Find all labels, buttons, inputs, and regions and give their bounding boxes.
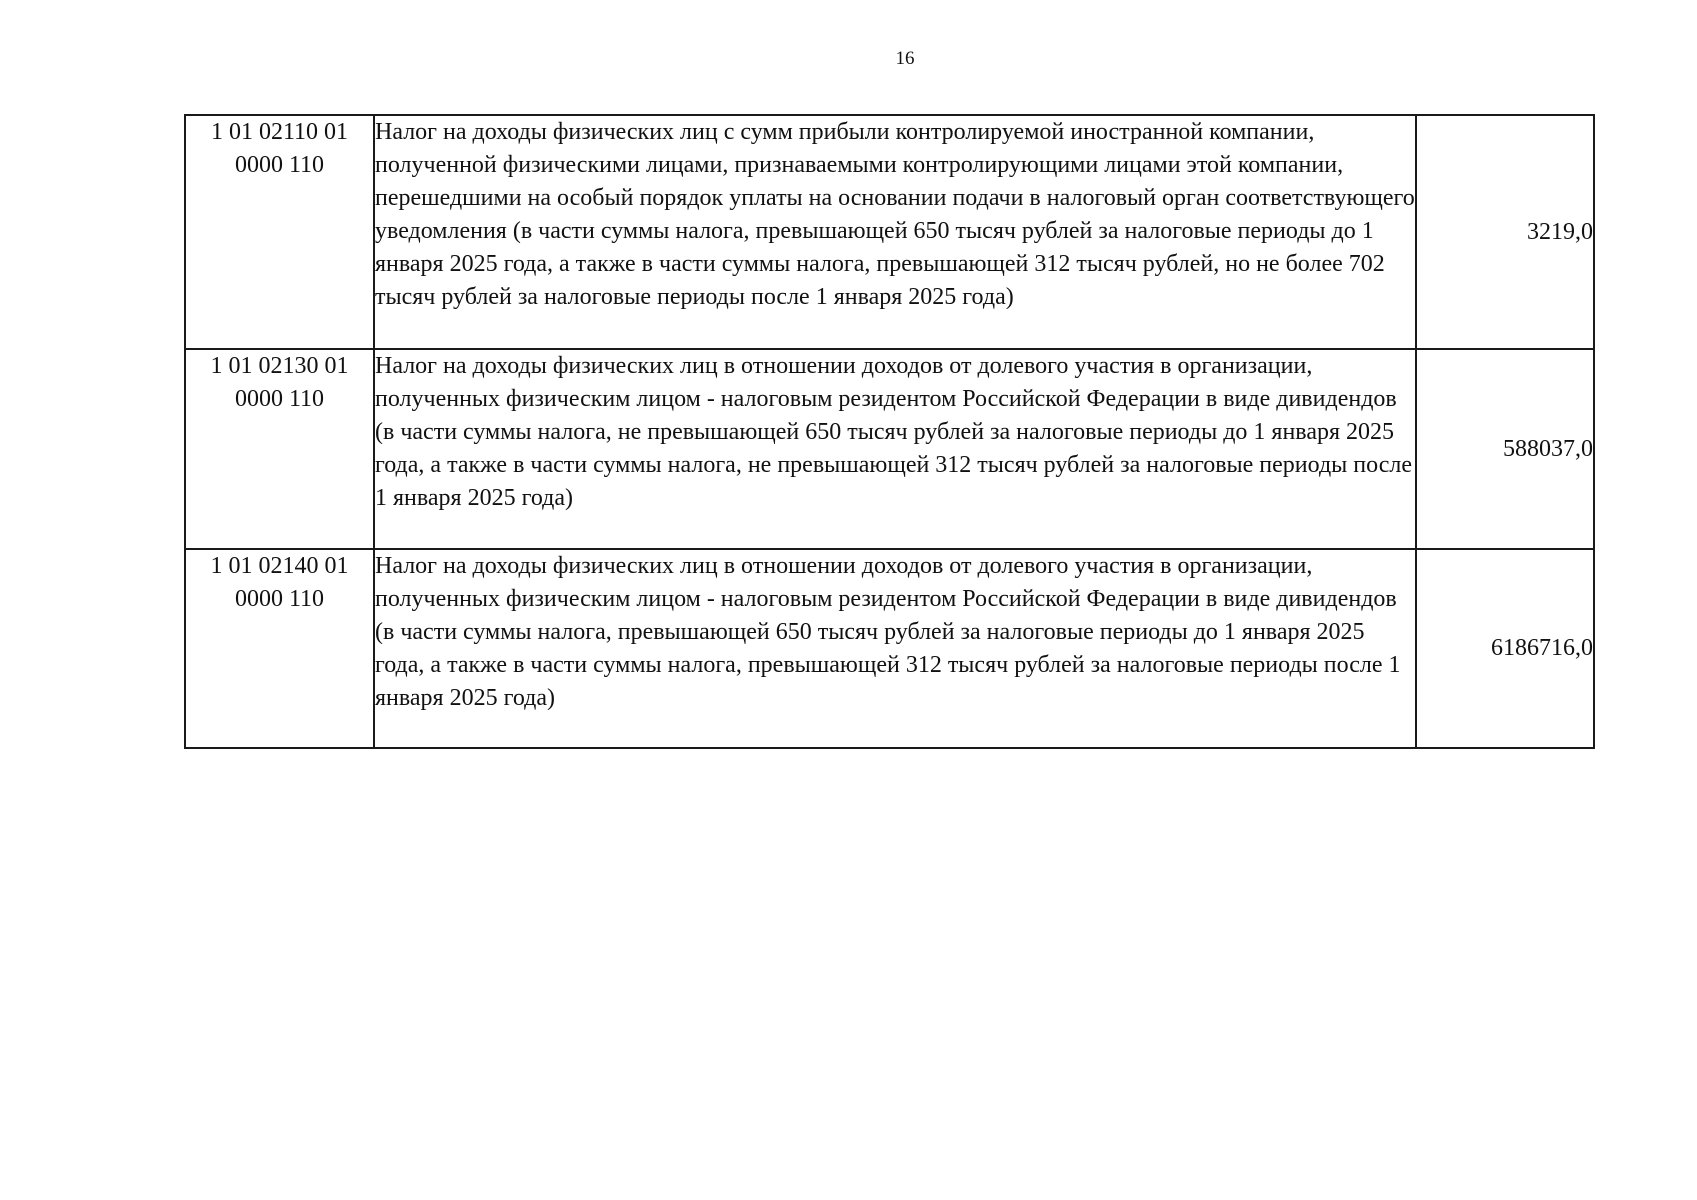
page-number: 16 [895,48,915,69]
amount-value: 6186716,0 [1416,549,1594,748]
income-description: Налог на доходы физических лиц в отношении доходов от долевого участия в организации, полученных физическим лицом - налоговым резидентом Российской Федерации в виде дивидендов (в части суммы налога, превышающей 650 тысяч рублей за налоговые периоды до 1 января 2025 года, а также в части суммы налога, превышающей 312 тысяч рублей за налоговые периоды после 1 января 2025 года) [374,549,1416,748]
budget-table [184,114,1595,749]
amount-value: 3219,0 [1416,115,1594,349]
classification-code: 1 01 02130 01 0000 110 [185,349,374,549]
classification-code: 1 01 02110 01 0000 110 [185,115,374,349]
income-description: Налог на доходы физических лиц в отношении доходов от долевого участия в организации, полученных физическим лицом - налоговым резидентом Российской Федерации в виде дивидендов (в части суммы налога, не превышающей 650 тысяч рублей за налоговые периоды до 1 января 2025 года, а также в части суммы налога, не превышающей 312 тысяч рублей за налоговые периоды после 1 января 2025 года) [374,349,1416,549]
classification-code: 1 01 02140 01 0000 110 [185,549,374,748]
table-row [185,349,1594,549]
table-row [185,115,1594,349]
amount-value: 588037,0 [1416,349,1594,549]
income-description: Налог на доходы физических лиц с сумм прибыли контролируемой иностранной компании, полученной физическими лицами, признаваемыми контролирующими лицами этой компании, перешедшими на особый порядок уплаты на основании подачи в налоговый орган соответствующего уведомления (в части суммы налога, превышающей 650 тысяч рублей за налоговые периоды до 1 января 2025 года, а также в части суммы налога, превышающей 312 тысяч рублей, но не более 702 тысяч рублей за налоговые периоды после 1 января 2025 года) [374,115,1416,349]
table-row [185,549,1594,748]
